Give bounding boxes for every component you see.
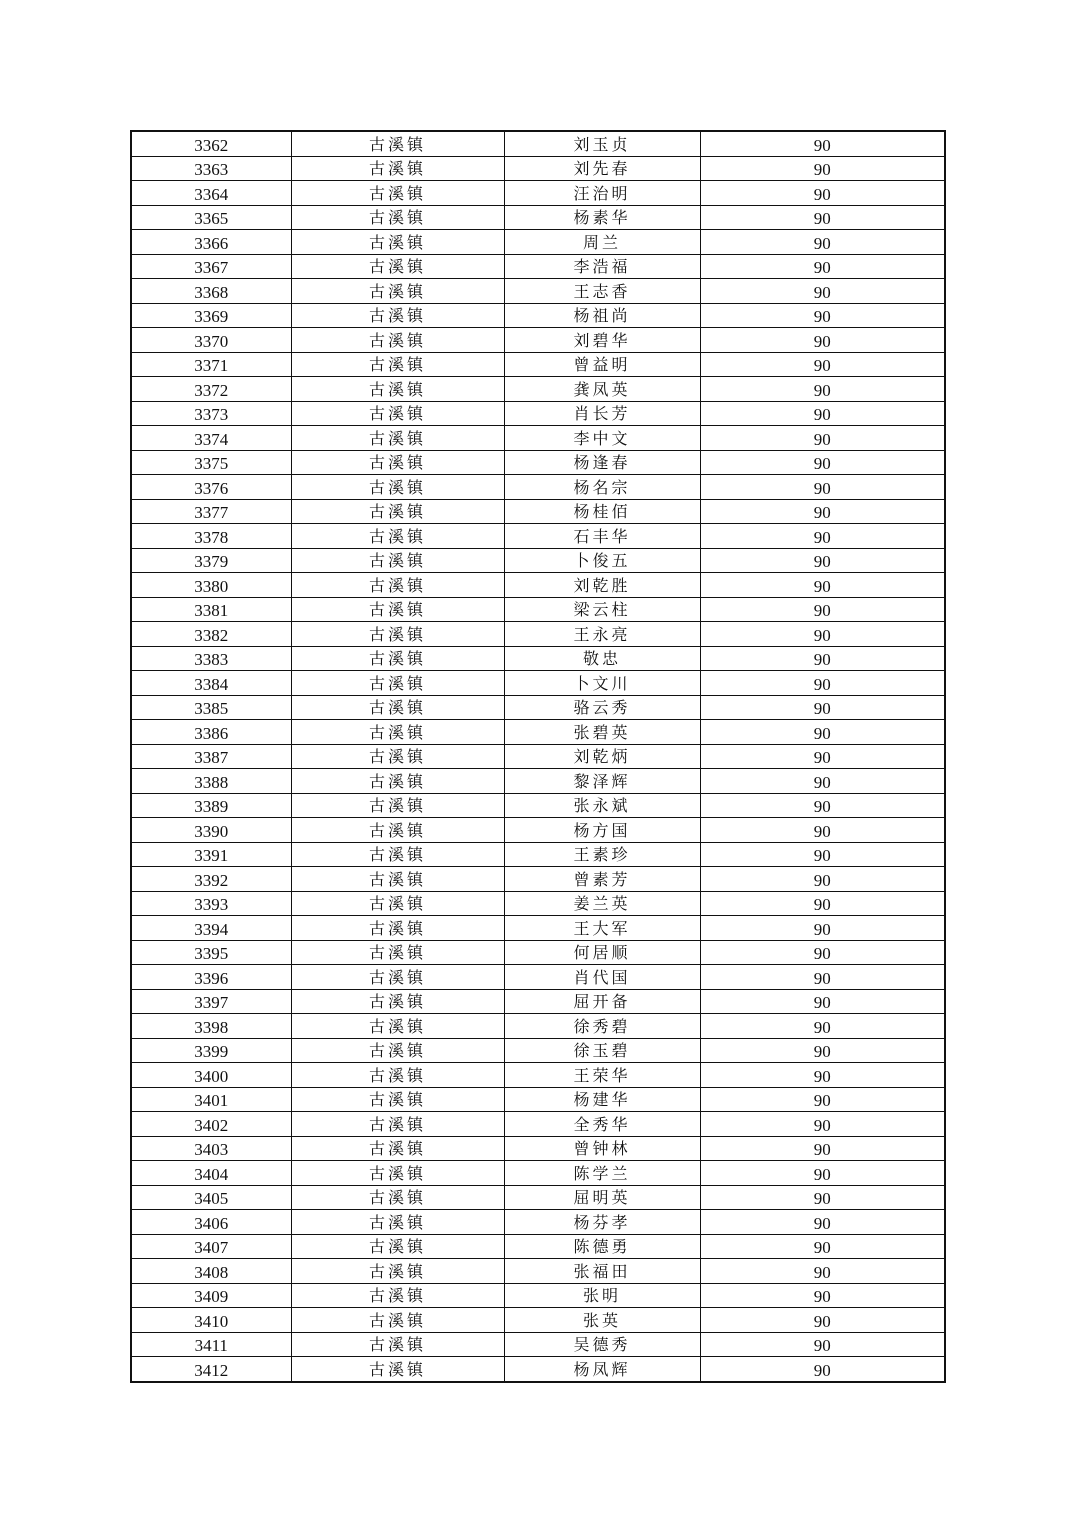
amount-cell: 90 (700, 377, 945, 402)
town-cell: 古溪镇 (291, 1357, 504, 1382)
row-number-cell: 3406 (131, 1210, 291, 1235)
amount-cell: 90 (700, 671, 945, 696)
table-row (131, 769, 945, 794)
town-cell: 古溪镇 (291, 1038, 504, 1063)
table-row (131, 524, 945, 549)
table-row (131, 793, 945, 818)
town-cell: 古溪镇 (291, 1308, 504, 1333)
name-cell: 卜俊五 (504, 548, 700, 573)
row-number-cell: 3393 (131, 891, 291, 916)
row-number-cell: 3362 (131, 131, 291, 156)
town-cell: 古溪镇 (291, 744, 504, 769)
roster-table (130, 130, 946, 1383)
name-cell: 肖长芳 (504, 401, 700, 426)
row-number-cell: 3386 (131, 720, 291, 745)
name-cell: 王志香 (504, 279, 700, 304)
name-cell: 杨建华 (504, 1087, 700, 1112)
name-cell: 卜文川 (504, 671, 700, 696)
row-number-cell: 3395 (131, 940, 291, 965)
amount-cell: 90 (700, 279, 945, 304)
table-row (131, 450, 945, 475)
row-number-cell: 3365 (131, 205, 291, 230)
amount-cell: 90 (700, 1357, 945, 1382)
amount-cell: 90 (700, 1185, 945, 1210)
town-cell: 古溪镇 (291, 1283, 504, 1308)
name-cell: 李浩福 (504, 254, 700, 279)
name-cell: 杨逢春 (504, 450, 700, 475)
row-number-cell: 3379 (131, 548, 291, 573)
town-cell: 古溪镇 (291, 989, 504, 1014)
table-row (131, 1112, 945, 1137)
table-row (131, 1063, 945, 1088)
row-number-cell: 3387 (131, 744, 291, 769)
row-number-cell: 3391 (131, 842, 291, 867)
town-cell: 古溪镇 (291, 1185, 504, 1210)
table-row (131, 916, 945, 941)
amount-cell: 90 (700, 426, 945, 451)
table-row (131, 989, 945, 1014)
row-number-cell: 3399 (131, 1038, 291, 1063)
amount-cell: 90 (700, 352, 945, 377)
table-row (131, 622, 945, 647)
town-cell: 古溪镇 (291, 328, 504, 353)
amount-cell: 90 (700, 1087, 945, 1112)
name-cell: 王大军 (504, 916, 700, 941)
town-cell: 古溪镇 (291, 475, 504, 500)
name-cell: 杨芬孝 (504, 1210, 700, 1235)
amount-cell: 90 (700, 475, 945, 500)
town-cell: 古溪镇 (291, 499, 504, 524)
town-cell: 古溪镇 (291, 279, 504, 304)
table-row (131, 377, 945, 402)
amount-cell: 90 (700, 989, 945, 1014)
table-row (131, 254, 945, 279)
row-number-cell: 3402 (131, 1112, 291, 1137)
town-cell: 古溪镇 (291, 524, 504, 549)
table-row (131, 156, 945, 181)
town-cell: 古溪镇 (291, 695, 504, 720)
table-row (131, 401, 945, 426)
amount-cell: 90 (700, 744, 945, 769)
town-cell: 古溪镇 (291, 352, 504, 377)
name-cell: 刘乾胜 (504, 573, 700, 598)
amount-cell: 90 (700, 131, 945, 156)
town-cell: 古溪镇 (291, 720, 504, 745)
row-number-cell: 3394 (131, 916, 291, 941)
amount-cell: 90 (700, 720, 945, 745)
table-row (131, 818, 945, 843)
table-row (131, 1161, 945, 1186)
table-row (131, 475, 945, 500)
amount-cell: 90 (700, 499, 945, 524)
amount-cell: 90 (700, 181, 945, 206)
row-number-cell: 3411 (131, 1332, 291, 1357)
name-cell: 杨桂佰 (504, 499, 700, 524)
amount-cell: 90 (700, 1308, 945, 1333)
name-cell: 黎泽辉 (504, 769, 700, 794)
town-cell: 古溪镇 (291, 303, 504, 328)
row-number-cell: 3380 (131, 573, 291, 598)
amount-cell: 90 (700, 867, 945, 892)
row-number-cell: 3382 (131, 622, 291, 647)
name-cell: 杨祖尚 (504, 303, 700, 328)
town-cell: 古溪镇 (291, 1210, 504, 1235)
row-number-cell: 3405 (131, 1185, 291, 1210)
row-number-cell: 3376 (131, 475, 291, 500)
amount-cell: 90 (700, 622, 945, 647)
town-cell: 古溪镇 (291, 548, 504, 573)
town-cell: 古溪镇 (291, 254, 504, 279)
amount-cell: 90 (700, 793, 945, 818)
table-row (131, 720, 945, 745)
amount-cell: 90 (700, 450, 945, 475)
town-cell: 古溪镇 (291, 940, 504, 965)
town-cell: 古溪镇 (291, 793, 504, 818)
amount-cell: 90 (700, 548, 945, 573)
roster-table-body (131, 131, 945, 1382)
row-number-cell: 3407 (131, 1234, 291, 1259)
table-row (131, 548, 945, 573)
amount-cell: 90 (700, 303, 945, 328)
town-cell: 古溪镇 (291, 867, 504, 892)
town-cell: 古溪镇 (291, 1136, 504, 1161)
town-cell: 古溪镇 (291, 450, 504, 475)
row-number-cell: 3392 (131, 867, 291, 892)
table-row (131, 279, 945, 304)
name-cell: 曾素芳 (504, 867, 700, 892)
row-number-cell: 3409 (131, 1283, 291, 1308)
row-number-cell: 3400 (131, 1063, 291, 1088)
amount-cell: 90 (700, 940, 945, 965)
town-cell: 古溪镇 (291, 1332, 504, 1357)
town-cell: 古溪镇 (291, 671, 504, 696)
name-cell: 肖代国 (504, 965, 700, 990)
table-row (131, 1038, 945, 1063)
row-number-cell: 3364 (131, 181, 291, 206)
name-cell: 汪治明 (504, 181, 700, 206)
town-cell: 古溪镇 (291, 181, 504, 206)
row-number-cell: 3384 (131, 671, 291, 696)
amount-cell: 90 (700, 401, 945, 426)
name-cell: 曾益明 (504, 352, 700, 377)
amount-cell: 90 (700, 1136, 945, 1161)
amount-cell: 90 (700, 597, 945, 622)
amount-cell: 90 (700, 842, 945, 867)
amount-cell: 90 (700, 1210, 945, 1235)
amount-cell: 90 (700, 205, 945, 230)
row-number-cell: 3398 (131, 1014, 291, 1039)
amount-cell: 90 (700, 818, 945, 843)
table-row (131, 744, 945, 769)
name-cell: 杨凤辉 (504, 1357, 700, 1382)
table-row (131, 1283, 945, 1308)
amount-cell: 90 (700, 1014, 945, 1039)
row-number-cell: 3371 (131, 352, 291, 377)
row-number-cell: 3381 (131, 597, 291, 622)
amount-cell: 90 (700, 1161, 945, 1186)
amount-cell: 90 (700, 254, 945, 279)
row-number-cell: 3403 (131, 1136, 291, 1161)
name-cell: 刘玉贞 (504, 131, 700, 156)
amount-cell: 90 (700, 1112, 945, 1137)
amount-cell: 90 (700, 156, 945, 181)
row-number-cell: 3369 (131, 303, 291, 328)
name-cell: 吴德秀 (504, 1332, 700, 1357)
name-cell: 徐玉碧 (504, 1038, 700, 1063)
amount-cell: 90 (700, 1259, 945, 1284)
table-row (131, 891, 945, 916)
table-row (131, 426, 945, 451)
row-number-cell: 3412 (131, 1357, 291, 1382)
town-cell: 古溪镇 (291, 1063, 504, 1088)
row-number-cell: 3390 (131, 818, 291, 843)
table-row (131, 940, 945, 965)
name-cell: 张碧英 (504, 720, 700, 745)
name-cell: 王永亮 (504, 622, 700, 647)
row-number-cell: 3377 (131, 499, 291, 524)
row-number-cell: 3388 (131, 769, 291, 794)
row-number-cell: 3410 (131, 1308, 291, 1333)
name-cell: 杨名宗 (504, 475, 700, 500)
row-number-cell: 3372 (131, 377, 291, 402)
row-number-cell: 3374 (131, 426, 291, 451)
table-row (131, 303, 945, 328)
town-cell: 古溪镇 (291, 573, 504, 598)
town-cell: 古溪镇 (291, 646, 504, 671)
name-cell: 梁云柱 (504, 597, 700, 622)
amount-cell: 90 (700, 965, 945, 990)
town-cell: 古溪镇 (291, 597, 504, 622)
town-cell: 古溪镇 (291, 131, 504, 156)
table-row (131, 695, 945, 720)
amount-cell: 90 (700, 328, 945, 353)
row-number-cell: 3368 (131, 279, 291, 304)
name-cell: 张福田 (504, 1259, 700, 1284)
name-cell: 骆云秀 (504, 695, 700, 720)
table-row (131, 1210, 945, 1235)
table-row (131, 1014, 945, 1039)
town-cell: 古溪镇 (291, 1014, 504, 1039)
table-row (131, 1136, 945, 1161)
table-row (131, 867, 945, 892)
table-row (131, 573, 945, 598)
town-cell: 古溪镇 (291, 916, 504, 941)
row-number-cell: 3383 (131, 646, 291, 671)
row-number-cell: 3367 (131, 254, 291, 279)
row-number-cell: 3396 (131, 965, 291, 990)
town-cell: 古溪镇 (291, 426, 504, 451)
town-cell: 古溪镇 (291, 622, 504, 647)
row-number-cell: 3401 (131, 1087, 291, 1112)
amount-cell: 90 (700, 524, 945, 549)
town-cell: 古溪镇 (291, 1087, 504, 1112)
table-row (131, 181, 945, 206)
amount-cell: 90 (700, 230, 945, 255)
row-number-cell: 3385 (131, 695, 291, 720)
name-cell: 刘先春 (504, 156, 700, 181)
table-row (131, 205, 945, 230)
table-row (131, 1332, 945, 1357)
amount-cell: 90 (700, 1332, 945, 1357)
town-cell: 古溪镇 (291, 1112, 504, 1137)
amount-cell: 90 (700, 1038, 945, 1063)
name-cell: 姜兰英 (504, 891, 700, 916)
row-number-cell: 3366 (131, 230, 291, 255)
row-number-cell: 3378 (131, 524, 291, 549)
table-row (131, 230, 945, 255)
amount-cell: 90 (700, 646, 945, 671)
amount-cell: 90 (700, 769, 945, 794)
name-cell: 刘碧华 (504, 328, 700, 353)
town-cell: 古溪镇 (291, 1161, 504, 1186)
town-cell: 古溪镇 (291, 1234, 504, 1259)
amount-cell: 90 (700, 573, 945, 598)
table-row (131, 842, 945, 867)
name-cell: 陈德勇 (504, 1234, 700, 1259)
name-cell: 张永斌 (504, 793, 700, 818)
table-row (131, 1308, 945, 1333)
amount-cell: 90 (700, 695, 945, 720)
town-cell: 古溪镇 (291, 842, 504, 867)
town-cell: 古溪镇 (291, 965, 504, 990)
row-number-cell: 3389 (131, 793, 291, 818)
row-number-cell: 3404 (131, 1161, 291, 1186)
amount-cell: 90 (700, 1063, 945, 1088)
amount-cell: 90 (700, 1234, 945, 1259)
name-cell: 屈开备 (504, 989, 700, 1014)
name-cell: 周兰 (504, 230, 700, 255)
table-row (131, 328, 945, 353)
town-cell: 古溪镇 (291, 891, 504, 916)
table-row (131, 965, 945, 990)
town-cell: 古溪镇 (291, 205, 504, 230)
town-cell: 古溪镇 (291, 401, 504, 426)
amount-cell: 90 (700, 1283, 945, 1308)
name-cell: 全秀华 (504, 1112, 700, 1137)
name-cell: 王荣华 (504, 1063, 700, 1088)
name-cell: 王素珍 (504, 842, 700, 867)
name-cell: 杨素华 (504, 205, 700, 230)
name-cell: 杨方国 (504, 818, 700, 843)
table-row (131, 131, 945, 156)
table-row (131, 1259, 945, 1284)
town-cell: 古溪镇 (291, 1259, 504, 1284)
name-cell: 敬忠 (504, 646, 700, 671)
row-number-cell: 3363 (131, 156, 291, 181)
table-row (131, 1087, 945, 1112)
row-number-cell: 3397 (131, 989, 291, 1014)
name-cell: 曾钟林 (504, 1136, 700, 1161)
name-cell: 龚凤英 (504, 377, 700, 402)
row-number-cell: 3370 (131, 328, 291, 353)
table-row (131, 646, 945, 671)
name-cell: 陈学兰 (504, 1161, 700, 1186)
town-cell: 古溪镇 (291, 818, 504, 843)
name-cell: 刘乾炳 (504, 744, 700, 769)
name-cell: 张英 (504, 1308, 700, 1333)
row-number-cell: 3375 (131, 450, 291, 475)
row-number-cell: 3408 (131, 1259, 291, 1284)
table-row (131, 1357, 945, 1382)
name-cell: 张明 (504, 1283, 700, 1308)
table-row (131, 499, 945, 524)
table-row (131, 352, 945, 377)
name-cell: 屈明英 (504, 1185, 700, 1210)
table-row (131, 1234, 945, 1259)
name-cell: 李中文 (504, 426, 700, 451)
name-cell: 何居顺 (504, 940, 700, 965)
table-row (131, 597, 945, 622)
name-cell: 石丰华 (504, 524, 700, 549)
town-cell: 古溪镇 (291, 230, 504, 255)
amount-cell: 90 (700, 916, 945, 941)
town-cell: 古溪镇 (291, 377, 504, 402)
town-cell: 古溪镇 (291, 769, 504, 794)
table-row (131, 671, 945, 696)
row-number-cell: 3373 (131, 401, 291, 426)
name-cell: 徐秀碧 (504, 1014, 700, 1039)
amount-cell: 90 (700, 891, 945, 916)
town-cell: 古溪镇 (291, 156, 504, 181)
table-row (131, 1185, 945, 1210)
